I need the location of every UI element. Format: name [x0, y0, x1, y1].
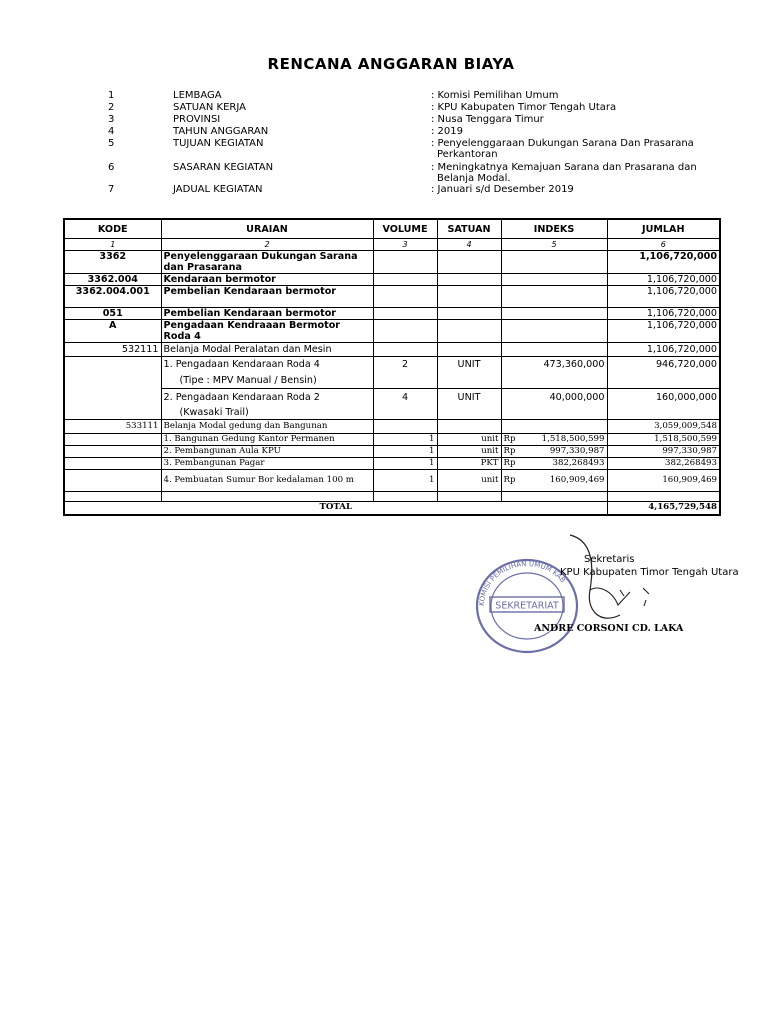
col-number: 6 [607, 239, 720, 251]
indeks-value: 997,330,987 [549, 446, 605, 456]
meta-value [431, 162, 721, 184]
item-detail: (Tipe : MPV Manual / Bensin) [179, 375, 317, 386]
table-row [64, 434, 720, 446]
cell-uraian: Kendaraan bermotor [161, 274, 373, 286]
cell-kode: 533111 [64, 420, 161, 434]
col-header-indeks: INDEKS [501, 219, 607, 239]
currency-label: Rp [503, 475, 516, 485]
cell-jumlah: 1,106,720,000 [607, 286, 720, 308]
cell-volume: 2 [373, 357, 437, 389]
table-row [64, 357, 720, 389]
meta-no: 7 [108, 184, 115, 195]
cell-indeks [501, 434, 607, 446]
cell-satuan: UNIT [437, 357, 501, 389]
meta-key: SATUAN KERJA [173, 102, 246, 113]
cell-kode: 051 [64, 308, 161, 320]
cell-kode: 3362.004 [64, 274, 161, 286]
cell-indeks [501, 458, 607, 470]
cell-uraian: Penyelenggaraan Dukungan Sarana dan Prasarana [161, 251, 373, 274]
cell-uraian: Pengadaan Kendraaan Bermotor Roda 4 [161, 320, 373, 343]
table-row [64, 343, 720, 357]
col-header-satuan: SATUAN [437, 219, 501, 239]
col-number: 3 [373, 239, 437, 251]
meta-key: PROVINSI [173, 114, 221, 125]
cell-indeks: 473,360,000 [501, 357, 607, 389]
meta-value: : Komisi Pemilihan Umum [431, 90, 559, 101]
meta-value: : 2019 [431, 126, 463, 137]
col-number: 2 [161, 239, 373, 251]
meta-value-line2: Belanja Modal. [437, 173, 511, 184]
meta-key: SASARAN KEGIATAN [173, 162, 274, 173]
cell-jumlah: 382,268493 [607, 458, 720, 470]
cell-uraian: Pembelian Kendaraan bermotor [161, 308, 373, 320]
item-title: 1. Pengadaan Kendaraan Roda 4 [163, 359, 320, 370]
item-title: 2. Pengadaan Kendaraan Roda 2 [163, 392, 320, 403]
cell-volume: 1 [373, 446, 437, 458]
signer-role: Sekretaris [584, 554, 635, 565]
col-number-row [64, 239, 720, 251]
cell-satuan: unit [437, 446, 501, 458]
cell-kode: 532111 [64, 343, 161, 357]
meta-value-line2: Perkantoran [437, 149, 498, 160]
col-number: 4 [437, 239, 501, 251]
col-header-uraian: URAIAN [161, 219, 373, 239]
meta-no: 6 [108, 162, 115, 173]
table-row [64, 251, 720, 274]
signer-name: ANDRE CORSONI CD. LAKA [534, 623, 684, 634]
table-row [64, 420, 720, 434]
meta-key: LEMBAGA [173, 90, 222, 101]
cell-uraian: 1. Bangunan Gedung Kantor Permanen [161, 434, 373, 446]
cell-uraian: 2. Pembangunan Aula KPU [161, 446, 373, 458]
col-header-kode: KODE [64, 219, 161, 239]
meta-key: TAHUN ANGGARAN [173, 126, 269, 137]
meta-no: 3 [108, 114, 115, 125]
table-row [64, 446, 720, 458]
table-header [64, 219, 720, 239]
cell-jumlah: 1,106,720,000 [607, 343, 720, 357]
total-value: 4,165,729,548 [607, 502, 720, 515]
table-row [64, 458, 720, 470]
cell-jumlah: 1,106,720,000 [607, 251, 720, 274]
table-row [64, 320, 720, 343]
cell-uraian [161, 389, 373, 420]
meta-no: 2 [108, 102, 115, 113]
cell-uraian: 4. Pembuatan Sumur Bor kedalaman 100 m [161, 470, 373, 492]
indeks-value: 160,909,469 [549, 475, 605, 485]
total-row [64, 502, 720, 515]
table-row-empty [64, 492, 720, 502]
cell-jumlah: 160,000,000 [607, 389, 720, 420]
table-row [64, 389, 720, 420]
table-row [64, 308, 720, 320]
cell-uraian [161, 357, 373, 389]
stamp-center-text: SEKRETARIAT [495, 600, 559, 612]
col-number: 5 [501, 239, 607, 251]
col-number: 1 [64, 239, 161, 251]
cell-volume: 1 [373, 458, 437, 470]
cell-indeks [501, 446, 607, 458]
cell-uraian: Belanja Modal Peralatan dan Mesin [161, 343, 373, 357]
currency-label: Rp [503, 458, 516, 468]
total-label: TOTAL [64, 502, 607, 515]
cell-kode: 3362 [64, 251, 161, 274]
signer-organization: KPU Kabupaten Timor Tengah Utara [560, 567, 739, 578]
cell-volume: 1 [373, 434, 437, 446]
cell-jumlah: 160,909,469 [607, 470, 720, 492]
cell-satuan: unit [437, 470, 501, 492]
meta-value-line1: : Penyelenggaraan Dukungan Sarana Dan Prasarana [431, 138, 694, 149]
cell-jumlah: 1,106,720,000 [607, 320, 720, 343]
budget-table [63, 218, 721, 516]
cell-kode: 3362.004.001 [64, 286, 161, 308]
col-header-volume: VOLUME [373, 219, 437, 239]
cell-jumlah: 1,106,720,000 [607, 308, 720, 320]
cell-volume: 4 [373, 389, 437, 420]
meta-key: TUJUAN KEGIATAN [173, 138, 264, 149]
cell-indeks: 40,000,000 [501, 389, 607, 420]
meta-value: : Nusa Tenggara Timur [431, 114, 544, 125]
cell-indeks [501, 470, 607, 492]
cell-jumlah: 1,106,720,000 [607, 274, 720, 286]
currency-label: Rp [503, 434, 516, 444]
meta-no: 1 [108, 90, 115, 101]
cell-uraian: Belanja Modal gedung dan Bangunan [161, 420, 373, 434]
cell-kode: A [64, 320, 161, 343]
cell-volume: 1 [373, 470, 437, 492]
meta-value-line1: : Meningkatnya Kemajuan Sarana dan Prasarana dan [431, 162, 697, 173]
table-row [64, 274, 720, 286]
meta-value: : KPU Kabupaten Timor Tengah Utara [431, 102, 617, 113]
cell-jumlah: 946,720,000 [607, 357, 720, 389]
cell-satuan: PKT [437, 458, 501, 470]
meta-value [431, 138, 721, 160]
cell-satuan: unit [437, 434, 501, 446]
meta-key: JADUAL KEGIATAN [173, 184, 263, 195]
indeks-value: 1,518,500,599 [541, 434, 605, 444]
currency-label: Rp [503, 446, 516, 456]
stamp-ring-path: KOMISI PEMILIHAN UMUM KAB [477, 559, 567, 607]
col-header-jumlah: JUMLAH [607, 219, 720, 239]
indeks-value: 382,268493 [552, 458, 605, 468]
cell-satuan: UNIT [437, 389, 501, 420]
cell-uraian: Pembelian Kendaraan bermotor [161, 286, 373, 308]
table-row [64, 470, 720, 492]
table-row [64, 286, 720, 308]
meta-no: 4 [108, 126, 115, 137]
cell-uraian: 3. Pembangunan Pagar [161, 458, 373, 470]
cell-jumlah: 3,059,009,548 [607, 420, 720, 434]
meta-value: : Januari s/d Desember 2019 [431, 184, 574, 195]
item-detail: (Kwasaki Trail) [179, 407, 249, 418]
cell-jumlah: 997,330,987 [607, 446, 720, 458]
meta-no: 5 [108, 138, 115, 149]
page-title: RENCANA ANGGARAN BIAYA [267, 55, 515, 73]
cell-jumlah: 1,518,500,599 [607, 434, 720, 446]
